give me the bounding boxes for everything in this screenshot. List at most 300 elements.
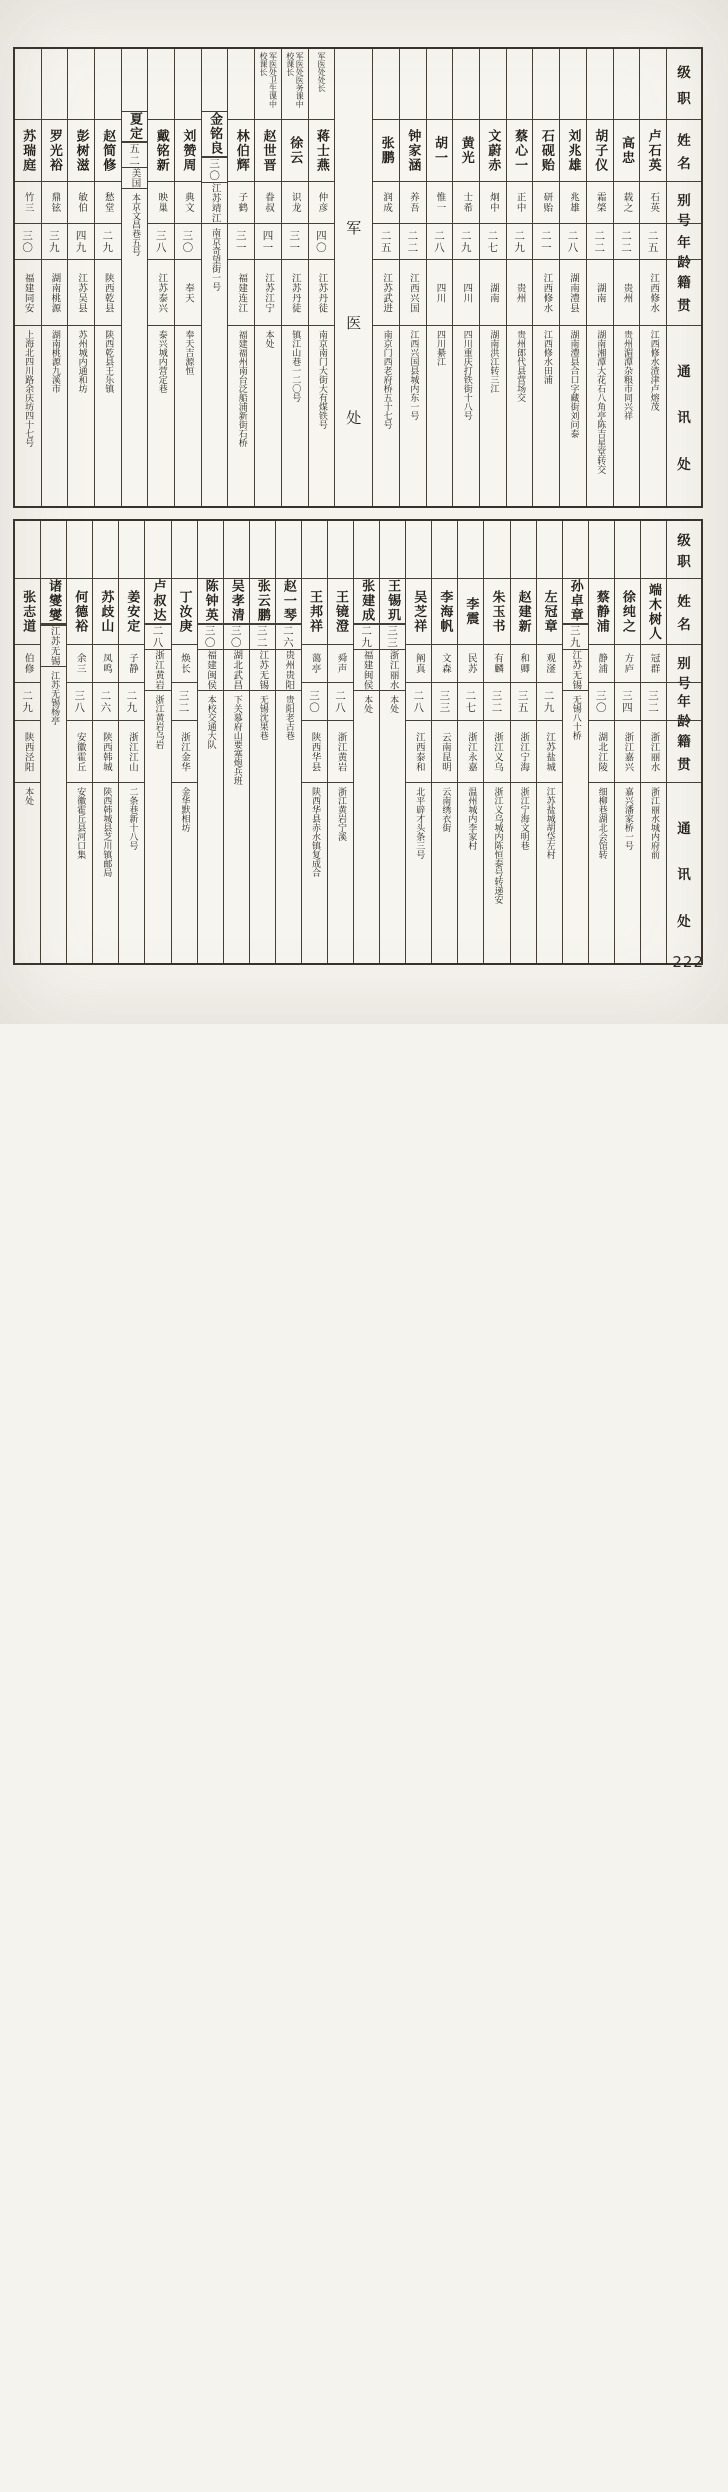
age-text: 三一 bbox=[287, 230, 302, 254]
address-text: 云南绣衣街 bbox=[439, 787, 450, 959]
alias-text: 敏伯 bbox=[74, 192, 88, 213]
address-cell bbox=[172, 783, 197, 963]
native-text: 陕西泾阳 bbox=[21, 732, 35, 772]
age-cell bbox=[93, 683, 118, 721]
age-text: 二二 bbox=[619, 230, 634, 254]
native-text: 湖北武昌 bbox=[229, 650, 243, 690]
name-text: 吴芝祥 bbox=[409, 590, 428, 634]
name-cell bbox=[641, 579, 666, 645]
person-column bbox=[452, 49, 479, 506]
name-text: 徐纯之 bbox=[618, 590, 637, 634]
alias-text: 养吾 bbox=[406, 192, 420, 213]
address-text: 本处 bbox=[387, 695, 398, 2492]
section-column bbox=[334, 49, 372, 506]
age-text: 二九 bbox=[542, 690, 557, 714]
alias-text: 润成 bbox=[379, 192, 393, 213]
rank-cell bbox=[175, 49, 201, 120]
address-text: 南京奇望街一号 bbox=[209, 228, 220, 2492]
person-column bbox=[586, 49, 613, 506]
header-label bbox=[667, 683, 701, 721]
native-text: 浙江黄岩 bbox=[151, 650, 165, 690]
name-text: 卢叔达 bbox=[148, 579, 167, 623]
age-text: 四九 bbox=[74, 230, 89, 254]
address-text: 无锡沈果巷 bbox=[257, 695, 268, 2492]
age-cell bbox=[175, 224, 201, 260]
name-text: 蔡静浦 bbox=[592, 590, 611, 634]
person-column bbox=[588, 521, 614, 963]
name-cell bbox=[67, 579, 92, 645]
person-column bbox=[372, 49, 399, 506]
native-text: 贵州 bbox=[513, 283, 527, 303]
alias-cell bbox=[172, 645, 197, 683]
name-text: 石砚贻 bbox=[537, 129, 556, 173]
person-column bbox=[559, 49, 586, 506]
age-cell bbox=[480, 224, 506, 260]
rank-cell bbox=[67, 521, 92, 579]
name-text: 林伯辉 bbox=[232, 129, 251, 173]
age-cell bbox=[615, 683, 640, 721]
address-cell bbox=[42, 326, 68, 506]
native-cell bbox=[615, 721, 640, 783]
alias-cell bbox=[507, 182, 533, 224]
address-text: 无锡八十桥 bbox=[570, 695, 581, 2492]
header-label bbox=[667, 49, 701, 120]
name-cell bbox=[484, 579, 509, 645]
age-text: 三〇 bbox=[229, 625, 244, 649]
rank-cell bbox=[276, 521, 301, 579]
native-cell bbox=[172, 721, 197, 783]
native-text: 安徽霍丘 bbox=[73, 732, 87, 772]
age-text: 三九 bbox=[47, 230, 62, 254]
native-cell bbox=[15, 260, 41, 326]
header-label bbox=[667, 645, 701, 683]
rank-cell bbox=[511, 521, 536, 579]
native-cell bbox=[614, 260, 640, 326]
native-text: 云南昆明 bbox=[438, 732, 452, 772]
alias-text: 竹三 bbox=[21, 192, 35, 213]
name-cell bbox=[373, 120, 399, 182]
name-text: 夏定 bbox=[125, 112, 144, 141]
name-text: 李震 bbox=[461, 597, 480, 626]
age-cell bbox=[563, 625, 588, 650]
address-text: 江西修水田浦 bbox=[541, 330, 552, 502]
native-text: 湖南桃源 bbox=[47, 273, 61, 313]
header-text: 级 职 bbox=[677, 56, 691, 112]
age-text: 二九 bbox=[124, 690, 139, 714]
native-cell bbox=[93, 721, 118, 783]
header-label bbox=[667, 182, 701, 224]
address-cell bbox=[511, 783, 536, 963]
age-text: 二九 bbox=[20, 690, 35, 714]
person-column bbox=[249, 521, 275, 963]
alias-text: 子静 bbox=[125, 653, 139, 674]
rank-cell bbox=[282, 49, 308, 120]
address-cell bbox=[255, 326, 281, 506]
name-text: 张鹏 bbox=[377, 136, 396, 165]
native-cell bbox=[406, 721, 431, 783]
name-cell bbox=[198, 579, 223, 624]
header-label bbox=[667, 224, 701, 260]
age-text: 三四 bbox=[620, 690, 635, 714]
name-text: 胡一 bbox=[430, 136, 449, 165]
native-cell bbox=[480, 260, 506, 326]
native-cell bbox=[302, 721, 327, 783]
person-column bbox=[174, 49, 201, 506]
address-text: 本校交通大队 bbox=[205, 695, 216, 2492]
name-text: 赵世晋 bbox=[259, 129, 278, 173]
age-text: 三二 bbox=[255, 625, 270, 649]
name-text: 戴铭新 bbox=[152, 129, 171, 173]
native-cell bbox=[563, 650, 588, 691]
rank-cell bbox=[15, 521, 40, 579]
address-text: 江西修水渣津卢熔茂 bbox=[648, 330, 659, 502]
native-text: 浙江江山 bbox=[125, 732, 139, 772]
name-text: 卢石英 bbox=[644, 129, 663, 173]
name-text: 王邦祥 bbox=[305, 590, 324, 634]
age-cell bbox=[250, 625, 275, 650]
native-text: 浙江丽水 bbox=[386, 650, 400, 690]
person-column bbox=[66, 521, 92, 963]
roster-table-top bbox=[13, 47, 703, 508]
address-cell bbox=[507, 326, 533, 506]
alias-text: 焕长 bbox=[177, 653, 191, 674]
native-cell bbox=[67, 721, 92, 783]
native-text: 湖北江陵 bbox=[594, 732, 608, 772]
name-text: 刘兆雄 bbox=[564, 129, 583, 173]
alias-cell bbox=[95, 182, 121, 224]
native-text: 福建闽侯 bbox=[360, 650, 374, 690]
name-cell bbox=[255, 120, 281, 182]
alias-text: 蔼亭 bbox=[307, 653, 321, 674]
alias-cell bbox=[484, 645, 509, 683]
alias-cell bbox=[589, 645, 614, 683]
alias-cell bbox=[615, 645, 640, 683]
address-cell bbox=[458, 783, 483, 963]
address-text: 镇江山巷一二〇号 bbox=[289, 330, 300, 502]
address-text: 北平辟才头条三号 bbox=[413, 787, 424, 959]
age-cell bbox=[458, 683, 483, 721]
native-cell bbox=[432, 721, 457, 783]
person-column bbox=[308, 49, 335, 506]
page-number: 222 bbox=[672, 953, 704, 971]
rank-cell bbox=[198, 521, 223, 579]
address-cell bbox=[198, 691, 223, 2492]
person-column bbox=[94, 49, 121, 506]
address-text: 本处 bbox=[361, 695, 372, 2492]
address-text: 温州城内李家村 bbox=[465, 787, 476, 959]
name-text: 文蔚赤 bbox=[483, 129, 502, 173]
name-cell bbox=[589, 579, 614, 645]
age-text: 二八 bbox=[333, 690, 348, 714]
person-column bbox=[479, 49, 506, 506]
age-cell bbox=[68, 224, 94, 260]
person-column bbox=[640, 521, 666, 963]
age-text: 三二 bbox=[177, 690, 192, 714]
alias-cell bbox=[453, 182, 479, 224]
rank-text: 军医处医务课中校课长 bbox=[285, 52, 304, 108]
person-column bbox=[639, 49, 666, 506]
alias-cell bbox=[119, 645, 144, 683]
address-cell bbox=[354, 691, 379, 2492]
rank-cell bbox=[328, 521, 353, 579]
rank-cell bbox=[458, 521, 483, 579]
name-cell bbox=[427, 120, 453, 182]
age-text: 二九 bbox=[100, 230, 115, 254]
address-text: 贵州湄潭杂粮市同兴祥 bbox=[621, 330, 632, 502]
native-text: 陕西乾县 bbox=[101, 273, 115, 313]
age-text: 三八 bbox=[72, 690, 87, 714]
address-text: 南京南门大街大有煤铁号 bbox=[316, 330, 327, 502]
header-column bbox=[666, 521, 701, 963]
age-text: 二八 bbox=[411, 690, 426, 714]
name-cell bbox=[458, 579, 483, 645]
rank-cell bbox=[122, 49, 148, 112]
person-column bbox=[197, 521, 223, 963]
name-text: 蔡心一 bbox=[510, 129, 529, 173]
rank-cell bbox=[406, 521, 431, 579]
age-cell bbox=[15, 224, 41, 260]
alias-text: 凤鸣 bbox=[99, 653, 113, 674]
address-cell bbox=[328, 783, 353, 963]
address-cell bbox=[95, 326, 121, 506]
rank-cell bbox=[587, 49, 613, 120]
address-text: 贵州郎代县营场交 bbox=[514, 330, 525, 502]
name-cell bbox=[560, 120, 586, 182]
alias-cell bbox=[175, 182, 201, 224]
address-text: 四川綦江 bbox=[434, 330, 445, 502]
native-cell bbox=[122, 168, 148, 189]
native-text: 浙江义乌 bbox=[490, 732, 504, 772]
address-text: 苏州城内通和坊 bbox=[76, 330, 87, 502]
name-cell bbox=[148, 120, 174, 182]
native-text: 江西泰和 bbox=[412, 732, 426, 772]
alias-cell bbox=[228, 182, 254, 224]
native-text: 江西修水 bbox=[646, 273, 660, 313]
rank-cell bbox=[641, 521, 666, 579]
alias-cell bbox=[309, 182, 335, 224]
rank-cell bbox=[15, 49, 41, 120]
name-cell bbox=[122, 112, 148, 142]
age-text: 三〇 bbox=[307, 690, 322, 714]
alias-text: 典文 bbox=[181, 192, 195, 213]
address-cell bbox=[93, 783, 118, 963]
alias-text: 民苏 bbox=[464, 653, 478, 674]
person-column bbox=[614, 521, 640, 963]
alias-cell bbox=[93, 645, 118, 683]
name-cell bbox=[68, 120, 94, 182]
person-column bbox=[15, 49, 41, 506]
alias-text: 惟一 bbox=[433, 192, 447, 213]
name-cell bbox=[15, 579, 40, 645]
address-cell bbox=[615, 783, 640, 963]
alias-text: 方庐 bbox=[620, 653, 634, 674]
alias-text: 舜声 bbox=[334, 653, 348, 674]
rank-cell bbox=[145, 521, 170, 579]
native-text: 江苏江宁 bbox=[261, 273, 275, 313]
native-cell bbox=[587, 260, 613, 326]
age-cell bbox=[560, 224, 586, 260]
native-cell bbox=[250, 650, 275, 691]
age-text: 二七 bbox=[463, 690, 478, 714]
name-text: 蒋士燕 bbox=[312, 129, 331, 173]
age-text: 三二 bbox=[646, 690, 661, 714]
age-cell bbox=[302, 683, 327, 721]
address-text: 浙江宁海文明巷 bbox=[518, 787, 529, 959]
address-text: 上海北四川路余庆坊四十七号 bbox=[22, 330, 33, 502]
name-text: 何德裕 bbox=[70, 590, 89, 634]
rank-cell bbox=[640, 49, 666, 120]
alias-cell bbox=[537, 645, 562, 683]
person-column bbox=[223, 521, 249, 963]
age-text: 二一 bbox=[539, 230, 554, 254]
person-column bbox=[281, 49, 308, 506]
alias-text: 冠群 bbox=[646, 653, 660, 674]
address-text: 湖南桃源九溪市 bbox=[49, 330, 60, 502]
person-column bbox=[147, 49, 174, 506]
address-cell bbox=[589, 783, 614, 963]
rank-cell bbox=[427, 49, 453, 120]
name-text: 钟家涵 bbox=[403, 129, 422, 173]
address-text: 浙江黄岩宁溪 bbox=[335, 787, 346, 959]
address-cell bbox=[302, 783, 327, 963]
name-cell bbox=[533, 120, 559, 182]
rank-cell bbox=[255, 49, 281, 120]
name-text: 赵一琴 bbox=[279, 579, 298, 623]
age-text: 三〇 bbox=[207, 158, 222, 182]
alias-text: 伯修 bbox=[21, 653, 35, 674]
address-cell bbox=[276, 691, 301, 2492]
header-label bbox=[667, 120, 701, 182]
alias-text: 阐真 bbox=[412, 653, 426, 674]
age-cell bbox=[145, 625, 170, 650]
alias-text: 有麟 bbox=[490, 653, 504, 674]
header-label bbox=[667, 783, 701, 963]
rank-cell bbox=[453, 49, 479, 120]
name-text: 黄光 bbox=[457, 136, 476, 165]
age-text: 二六 bbox=[98, 690, 113, 714]
age-text: 三〇 bbox=[180, 230, 195, 254]
age-text: 二七 bbox=[485, 230, 500, 254]
header-text: 姓 名 bbox=[677, 127, 691, 174]
age-text: 三三 bbox=[385, 625, 400, 649]
native-text: 福建连江 bbox=[234, 273, 248, 313]
address-text: 湖南澧县合口字藏街刘问泰 bbox=[568, 330, 579, 502]
address-cell bbox=[68, 326, 94, 506]
native-cell bbox=[42, 260, 68, 326]
native-cell bbox=[119, 721, 144, 783]
header-text: 籍 贯 bbox=[677, 728, 691, 775]
age-cell bbox=[198, 625, 223, 650]
rank-cell bbox=[95, 49, 121, 120]
native-cell bbox=[228, 260, 254, 326]
native-cell bbox=[282, 260, 308, 326]
native-cell bbox=[537, 721, 562, 783]
alias-text: 映巢 bbox=[154, 192, 168, 213]
native-text: 陕西韩城 bbox=[99, 732, 113, 772]
address-cell bbox=[380, 691, 405, 2492]
person-column bbox=[457, 521, 483, 963]
address-text: 贵阳老古巷 bbox=[283, 695, 294, 2492]
address-cell bbox=[641, 783, 666, 963]
section-title: 军 医 处 bbox=[346, 217, 361, 427]
name-text: 孙卓章 bbox=[566, 579, 585, 623]
address-cell bbox=[563, 691, 588, 2492]
person-column bbox=[399, 49, 426, 506]
age-cell bbox=[533, 224, 559, 260]
name-cell bbox=[537, 579, 562, 645]
native-cell bbox=[95, 260, 121, 326]
name-text: 赵简修 bbox=[98, 129, 117, 173]
age-cell bbox=[484, 683, 509, 721]
alias-text: 和卿 bbox=[516, 653, 530, 674]
name-text: 彭树滋 bbox=[72, 129, 91, 173]
age-text: 三八 bbox=[154, 230, 169, 254]
alias-text: 兆雄 bbox=[566, 192, 580, 213]
address-text: 本京文昌巷五号 bbox=[129, 193, 140, 2492]
native-cell bbox=[354, 650, 379, 691]
alias-text: 霜棨 bbox=[593, 192, 607, 213]
age-text: 三二 bbox=[489, 690, 504, 714]
rank-cell bbox=[68, 49, 94, 120]
name-cell bbox=[400, 120, 426, 182]
age-cell bbox=[276, 625, 301, 650]
header-column bbox=[666, 49, 701, 506]
address-cell bbox=[67, 783, 92, 963]
header-label bbox=[667, 521, 701, 579]
age-text: 二五 bbox=[646, 230, 661, 254]
native-text: 浙江嘉兴 bbox=[620, 732, 634, 772]
age-cell bbox=[640, 224, 666, 260]
native-text: 浙江宁海 bbox=[516, 732, 530, 772]
name-cell bbox=[302, 579, 327, 645]
native-text: 江苏丹徒 bbox=[288, 273, 302, 313]
alias-text: 余三 bbox=[73, 653, 87, 674]
native-cell bbox=[484, 721, 509, 783]
native-text: 浙江黄岩 bbox=[334, 732, 348, 772]
age-cell bbox=[42, 224, 68, 260]
address-cell bbox=[224, 691, 249, 2492]
age-cell bbox=[172, 683, 197, 721]
alias-text: 仲彦 bbox=[314, 192, 328, 213]
person-column bbox=[353, 521, 379, 963]
rank-text: 军医处处长 bbox=[317, 52, 327, 108]
address-cell bbox=[373, 326, 399, 506]
name-cell bbox=[614, 120, 640, 182]
name-text: 诸燮燮 bbox=[44, 579, 63, 623]
alias-cell bbox=[587, 182, 613, 224]
address-cell bbox=[560, 326, 586, 506]
header-label bbox=[667, 579, 701, 645]
person-column bbox=[506, 49, 533, 506]
rank-cell bbox=[400, 49, 426, 120]
address-cell bbox=[406, 783, 431, 963]
person-column bbox=[40, 521, 66, 963]
age-text: 三五 bbox=[516, 690, 531, 714]
age-text: 二五 bbox=[379, 230, 394, 254]
address-cell bbox=[15, 783, 40, 963]
header-text: 通 讯 处 bbox=[677, 333, 691, 499]
native-cell bbox=[373, 260, 399, 326]
address-cell bbox=[614, 326, 640, 506]
age-text: 四〇 bbox=[314, 230, 329, 254]
header-text: 籍 贯 bbox=[677, 267, 691, 318]
age-text: 四一 bbox=[261, 230, 276, 254]
rank-cell bbox=[533, 49, 559, 120]
person-column bbox=[92, 521, 118, 963]
alias-cell bbox=[400, 182, 426, 224]
header-text: 级 职 bbox=[677, 528, 691, 571]
header-label bbox=[667, 326, 701, 506]
